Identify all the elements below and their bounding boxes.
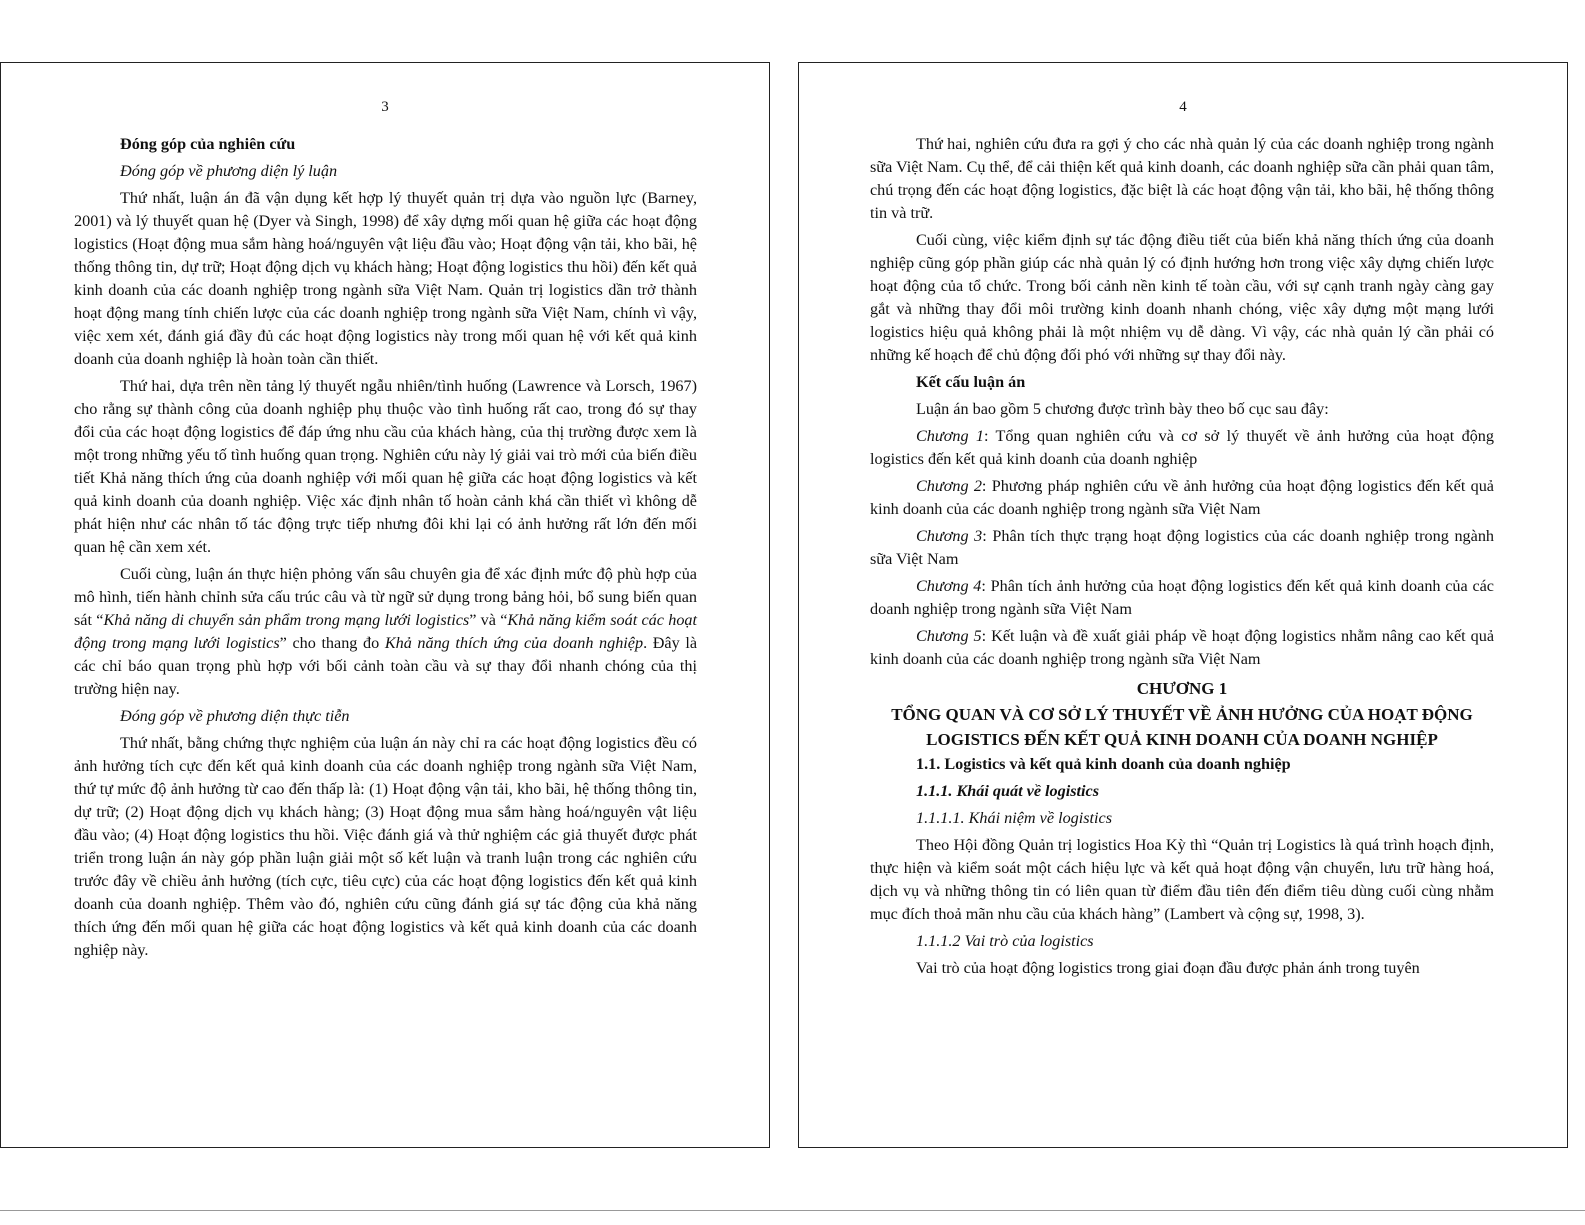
page-content [870,133,1494,984]
subsubsection-heading: 1.1.1.2 Vai trò của logistics [916,932,1094,950]
chapter-item: Chương 4: Phân tích ảnh hưởng của hoạt động logistics đến kết quả kinh doanh của các doanh nghiệp trong ngành sữa Việt Nam [870,577,1494,618]
paragraph: Theo Hội đồng Quản trị logistics Hoa Kỳ thì “Quản trị Logistics là quá trình hoạch định, thực hiện và kiểm soát một cách hiệu lực và kết quả hoạt động vận chuyển, lưu trữ hàng hoá, dịch vụ và những thông tin có liên quan từ điểm đầu tiên đến điểm tiêu dùng cuối cùng nhằm mục đích thoả mãn nhu cầu của khách hàng” (Lambert và cộng sự, 1998, 3). [870,836,1494,923]
chapter-item: Chương 1: Tổng quan nghiên cứu và cơ sở lý thuyết về ảnh hưởng của hoạt động logistics đến kết quả kinh doanh của doanh nghiệp [870,427,1494,468]
paragraph: Cuối cùng, việc kiểm định sự tác động điều tiết của biến khả năng thích ứng của doanh nghiệp cũng góp phần giúp các nhà quản lý có định hướng hơn trong việc xây dựng chiến lược hoạt động của tổ chức. Trong bối cảnh nền kinh tế toàn cầu, với sự cạnh tranh ngày càng gay gắt và những thay đổi môi trường kinh doanh nhanh chóng, việc xây dựng một mạng lưới logistics hiệu quả không phải là một nhiệm vụ dễ dàng. Vì vậy, các nhà quản lý cần phải có những kế hoạch để chủ động đối phó với những sự thay đổi này. [870,231,1494,364]
paragraph: Thứ hai, dựa trên nền tảng lý thuyết ngẫu nhiên/tình huống (Lawrence và Lorsch, 1967) cho rằng sự thành công của doanh nghiệp phụ thuộc vào tình huống rất cao, trong đó sự thay đổi của các hoạt động logistics để đáp ứng nhu cầu của khách hàng, của thị trường được xem là một trong những yếu tố tình huống quan trọng. Nghiên cứu này lý giải vai trò mới của biến điều tiết Khả năng thích ứng của doanh nghiệp với mối quan hệ giữa các hoạt động logistics và kết quả kinh doanh của doanh nghiệp. Việc xác định nhân tố hoàn cảnh khá cần thiết vì không dễ phát hiện như các nhân tố tác động trực tiếp nhưng đôi khi lại có ảnh hưởng rất lớn đến mối quan hệ cần xem xét. [74,377,697,556]
document-page-left [0,62,770,1148]
section-heading: Kết cấu luận án [916,373,1026,391]
chapter-item: Chương 3: Phân tích thực trạng hoạt động logistics của các doanh nghiệp trong ngành sữa Việt Nam [870,527,1495,568]
document-page-right [798,62,1568,1148]
page-number: 3 [381,99,389,115]
subsubsection-heading: 1.1.1.1. Khái niệm về logistics [916,809,1113,827]
chapter-subtitle: TỔNG QUAN VÀ CƠ SỞ LÝ THUYẾT VỀ ẢNH HƯỞNG CỦA HOẠT ĐỘNG [891,705,1473,724]
subsection-heading: 1.1.1. Khái quát về logistics [916,782,1100,800]
paragraph: Vai trò của hoạt động logistics trong giai đoạn đầu được phản ánh trong tuyên [916,959,1420,977]
page-number: 4 [1179,99,1187,115]
chapter-item: Chương 2: Phương pháp nghiên cứu về ảnh hưởng của hoạt động logistics đến kết quả kinh doanh của các doanh nghiệp trong ngành sữa Việt Nam [870,477,1494,518]
subsection-heading: Đóng góp về phương diện lý luận [120,162,338,180]
subsection-heading: Đóng góp về phương diện thực tiễn [120,707,350,725]
chapter-item: Chương 5: Kết luận và đề xuất giải pháp về hoạt động logistics nhằm nâng cao kết quả kinh doanh của các doanh nghiệp trong ngành sữa Việt Nam [870,627,1494,668]
section-heading: 1.1. Logistics và kết quả kinh doanh của doanh nghiệp [916,755,1291,773]
chapter-subtitle: LOGISTICS ĐẾN KẾT QUẢ KINH DOANH CỦA DOANH NGHIỆP [926,730,1438,749]
intro-line: Luận án bao gồm 5 chương được trình bày theo bố cục sau đây: [916,400,1329,418]
chapter-title: CHƯƠNG 1 [1136,679,1228,698]
bottom-divider [0,1210,1585,1211]
paragraph: Thứ nhất, bằng chứng thực nghiệm của luận án này chỉ ra các hoạt động logistics đều có ảnh hưởng tích cực đến kết quả kinh doanh của các doanh nghiệp trong ngành sữa Việt Nam, thứ tự mức độ ảnh hưởng từ cao đến thấp là: (1) Hoạt động vận tải, kho bãi, hệ thống thông tin, dự trữ; (2) Hoạt động dịch vụ khách hàng; (3) Hoạt động mua sắm hàng hoá/nguyên vật liệu đầu vào; (4) Hoạt động logistics thu hồi. Việc đánh giá và thử nghiệm các giả thuyết được phát triển trong luận án này góp phần luận giải một số kết luận và tranh luận trong các nghiên cứu trước đây về chiều ảnh hưởng (tích cực, tiêu cực) của các hoạt động logistics đến kết quả kinh doanh của doanh nghiệp. Thêm vào đó, nghiên cứu cũng đánh giá sự tác động của khả năng thích ứng đến mối quan hệ giữa các hoạt động logistics và kết quả kinh doanh của các doanh nghiệp này. [74,734,697,959]
paragraph: Thứ hai, nghiên cứu đưa ra gợi ý cho các nhà quản lý của các doanh nghiệp trong ngành sữa Việt Nam. Cụ thể, để cải thiện kết quả kinh doanh, các doanh nghiệp sữa cần phải quan tâm, chú trọng đến các hoạt động logistics, đặc biệt là các hoạt động vận tải, kho bãi, hệ thống thông tin và trữ. [870,135,1494,222]
section-heading: Đóng góp của nghiên cứu [120,135,296,153]
paragraph: Cuối cùng, luận án thực hiện phỏng vấn sâu chuyên gia để xác định mức độ phù hợp của mô hình, tiến hành chỉnh sửa cấu trúc câu và từ ngữ sử dụng trong bảng hỏi, bổ sung biến quan sát “Khả năng di chuyển sản phẩm trong mạng lưới logistics” và “Khả năng kiểm soát các hoạt động trong mạng lưới logistics” cho thang đo Khả năng thích ứng của doanh nghiệp. Đây là các chỉ báo quan trọng phù hợp với bối cảnh toàn cầu và sự thay đổi nhanh chóng của thị trường hiện nay. [74,565,698,698]
page-content [74,133,697,966]
paragraph: Thứ nhất, luận án đã vận dụng kết hợp lý thuyết quản trị dựa vào nguồn lực (Barney, 2001) và lý thuyết quan hệ (Dyer và Singh, 1998) để xây dựng mối quan hệ giữa các hoạt động logistics (Hoạt động mua sắm hàng hoá/nguyên vật liệu đầu vào; Hoạt động vận tải, kho bãi, hệ thống thông tin, dự trữ; Hoạt động dịch vụ khách hàng; Hoạt động logistics thu hồi) đến kết quả kinh doanh của các doanh nghiệp trong ngành sữa Việt Nam. Quản trị logistics dần trở thành hoạt động mang tính chiến lược của các doanh nghiệp trong ngành sữa Việt Nam, chính vì vậy, việc xem xét, đánh giá đầy đủ các hoạt động logistics này trong mối quan hệ với kết quả kinh doanh của doanh nghiệp là hoàn toàn cần thiết. [74,189,697,368]
